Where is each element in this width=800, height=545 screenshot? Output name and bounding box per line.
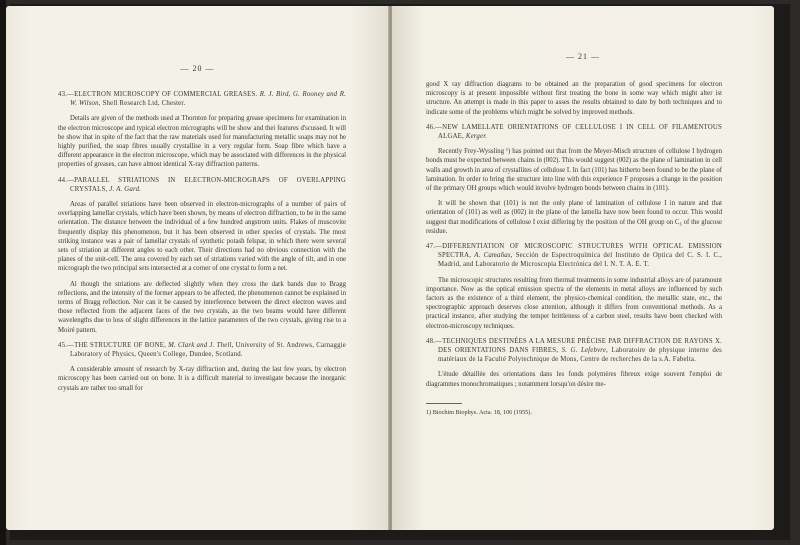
left-page-content — [58, 90, 346, 399]
article-48-paragraph: L'étude détaillée des orientations dans les fonds polymères fibreux exige souvent l'emploi de diagrammes monochromatiques ; notamment lorsqu'on désire me- — [426, 371, 722, 388]
footnote: 1) Biochim Biophys. Acta. 18, 106 (1955). — [426, 408, 532, 416]
article-47-paragraph: The microscopic structures resulting from thermal treatments in some industrial alloys are of paramount importance. Now as the optical emission spectra of the elements in metal alloys are influenced by such factors as the existence of a third element, the physico-chemical condition, the metallic state, etc., the spectrographic approach deserves close attention, although it differs from conventional methods. As a practical instance, after studying the temper brittleness of a carbon steel, results have been checked with electron-microscopy techniques. — [426, 276, 722, 330]
article-45-heading: 45.—THE STRUCTURE OF BONE, M. Clark and J. Thell, University of St. Andrews, Carnaggie Laboratory of Physics, Queen's College, Dundee, Scotland. — [58, 341, 346, 359]
left-page — [6, 6, 389, 530]
page-number-left: — 20 — — [180, 64, 215, 73]
article-44-heading: 44.—PARALLEL STRIATIONS IN ELECTRON-MICROGRAPS OF OVERLAPPING CRYSTALS, J. A. Gard. — [58, 176, 346, 193]
right-page — [392, 6, 774, 530]
article-45-paragraph: A considerable amount of research by X-ray diffraction and, during the last few years, by electron microscopy has been carried out on bone. It is a difficult material to investigate because the inorganic crystals are rather too small for — [58, 366, 346, 392]
article-43-heading: 43.—ELECTRON MICROSCOPY OF COMMERCIAL GREASES. R. J. Bird, G. Rooney and R. W. Wilson, Shell Research Ltd, Chester. — [58, 91, 346, 108]
article-46-paragraph-2: It will be shown that (101) is not the only plane of lamination of cellulose I in nature and that orientation of (101) as well as (002) in the plane of the lamella have now been found to occur. This would suggest that modifications of cellulose I exist differing by the position of the OH group on C₆ of the glucose residue. — [426, 200, 722, 235]
footnote-rule — [426, 403, 462, 404]
article-43-paragraph: Details are given of the methods used at Thornton for preparing grease specimens for examination in the electron microscope and typical electron micrographs will be show and thei features d'scussed. It will be show that in spite of the fact that the raw materials used for manufacturing metallic soaps may not be highly purified, the soap fibres usually crystallise in a very regular form. Soap fibre which have a different appearance in the electron microscope, which may be associated with differences in the physical properties of greases, can have almost identical X-ray diffraction patterns. — [58, 115, 346, 169]
article-44-paragraph-2: Al though the striations are deflected slightly when they cross the dark bands due to Bragg reflections, and the intensity of the former appears to be affected, the phenomenon cannot be explained in terms of Bragg reflection. Nor can it be caused by interference between the direct electron waves and those reflected from the adjacent faces of the two crystals, as the two beams would have different wavelengths due to loss of slight differences in the lattice parameters of the two crystals, giving rise to a Moiré pattern. — [58, 280, 346, 334]
article-46-heading: 46.—NEW LAMELLATE ORIENTATIONS OF CELLULOSE I IN CELL OF FILAMENTOUS ALGAE, Kerger. — [426, 123, 722, 141]
page-number-right: — 21 — — [566, 52, 600, 61]
article-44-paragraph-1: Areas of parallel striations have been observed in electron-micrographs of a number of pairs of overlapping lamellar crystals, which have been shown, by means of electron diffraction, to be in the same orientation. The distance between the individual of a few hundred angstrom units. Flakes of muscovite frequently display this phenomenon, but it has been observed in other species of crystals. The most striking instance was a pair of lamellar crystals of synthetic potash felspar, in which there were several sets of striation at different angles to each other. Their directions had no obvious connection with the planes of the unit-cell. The area covered by each set of striations varied with the angle of tilt, and in one micrograph the two principal sets intersected at a corner of one crystal to form a net. — [58, 201, 346, 273]
article-46-paragraph-1: Recently Frey-Wyssling ¹) has pointed out that from the Meyer-Misch structure of cellulose I hydrogen bonds must be expected between chains in (002). This would suggest (002) as the plane of lamination in cell walls and growth in area of crystallites of cellulose I. In fact (101) has hitherto been found to be the plane of lamination. In order to bring the structure into line with this experience F proposes a change in the position of the primary OH groups which would involve hydrogen bonds between chains in (101). — [426, 148, 722, 193]
article-48-heading: 48.—TECHNIQUES DESTINÉES A LA MESURE PRÉCISE PAR DIFFRACTION DE RAYONS X. DES ORIENTATIONS DANS FIBRES, S. G. Lefebvre, Laboratoire de physique interne des matériaux de la Faculté Polytechnique de Mons, Centre de recherches de la s.A. Fabelta. — [426, 337, 723, 364]
right-page-content — [426, 80, 722, 423]
continued-paragraph: good X ray diffraction diagrams to be obtained an the preparation of good specimens for electron microscopy is at present impossible without first treating the bone in some way which might alter ist structure. An attempt is made in this paper to asses the results obtained to date by both techniques and to indicate some of the problems which might be solved by improved methods. — [426, 81, 722, 116]
article-47-heading: 47.—DIFFERENTIATION OF MICROSCOPIC STRUCTURES WITH OPTICAL EMISSION SPECTRA, A. Camañas, Sección de Espectroquímica del Instituto de Optica del C. S. I. C., Madrid, and Laboratorio de Microscopia Electrónica del I. N. T. A. E. T. — [426, 243, 722, 269]
